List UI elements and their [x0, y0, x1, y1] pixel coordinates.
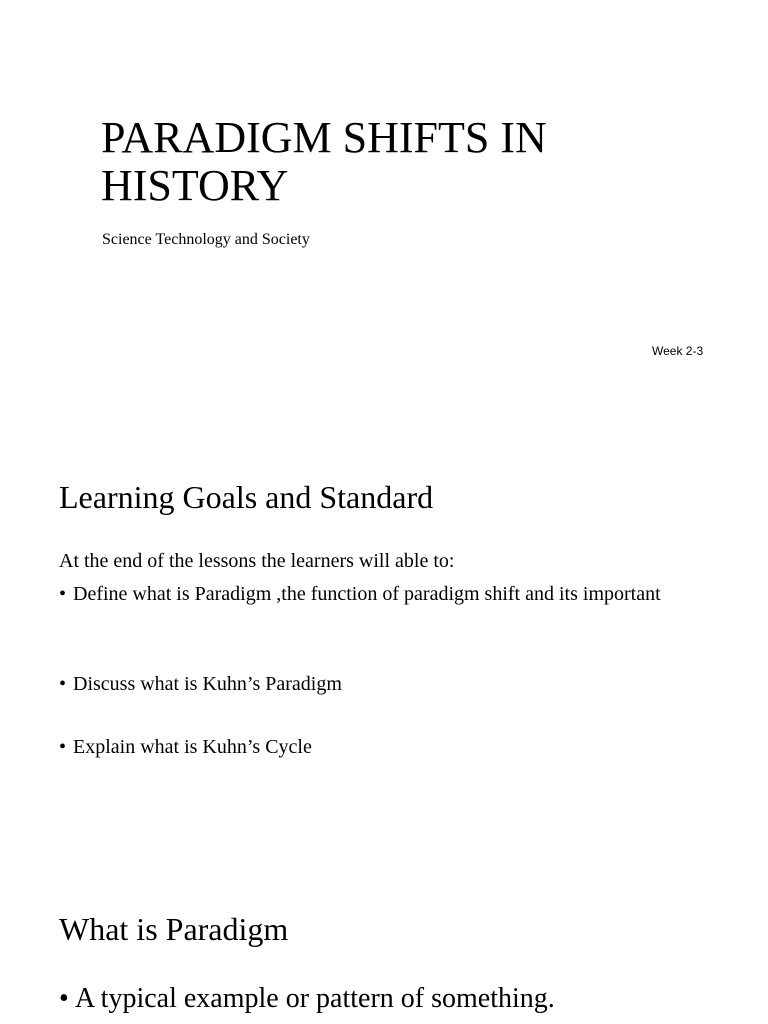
- bullet-icon: •: [59, 983, 69, 1014]
- goal-item: [59, 672, 679, 696]
- paradigm-heading: What is Paradigm: [59, 911, 289, 947]
- slide-what-is-paradigm: [0, 864, 768, 1024]
- goal-item: [59, 582, 679, 606]
- goal-text: Discuss what is Kuhn’s Paradigm: [73, 673, 342, 695]
- bullet-icon: •: [59, 673, 67, 695]
- paradigm-definition: [59, 982, 555, 1016]
- slide-subtitle: Science Technology and Society: [102, 231, 310, 248]
- slide-title: [0, 0, 768, 432]
- slide-title-heading: PARADIGM SHIFTS IN HISTORY: [101, 113, 547, 210]
- week-label: Week 2-3: [652, 344, 704, 358]
- goal-item: [59, 735, 679, 759]
- learning-goals-heading: Learning Goals and Standard: [59, 479, 434, 515]
- bullet-icon: •: [59, 736, 67, 758]
- goal-text: Define what is Paradigm ,the function of paradigm shift and its important: [73, 583, 661, 605]
- paradigm-definition-text: A typical example or pattern of something.: [75, 983, 555, 1014]
- bullet-icon: •: [59, 583, 67, 605]
- learning-goals-intro: At the end of the lessons the learners will able to:: [59, 550, 455, 572]
- goal-text: Explain what is Kuhn’s Cycle: [73, 736, 312, 758]
- slide-learning-goals: [0, 432, 768, 864]
